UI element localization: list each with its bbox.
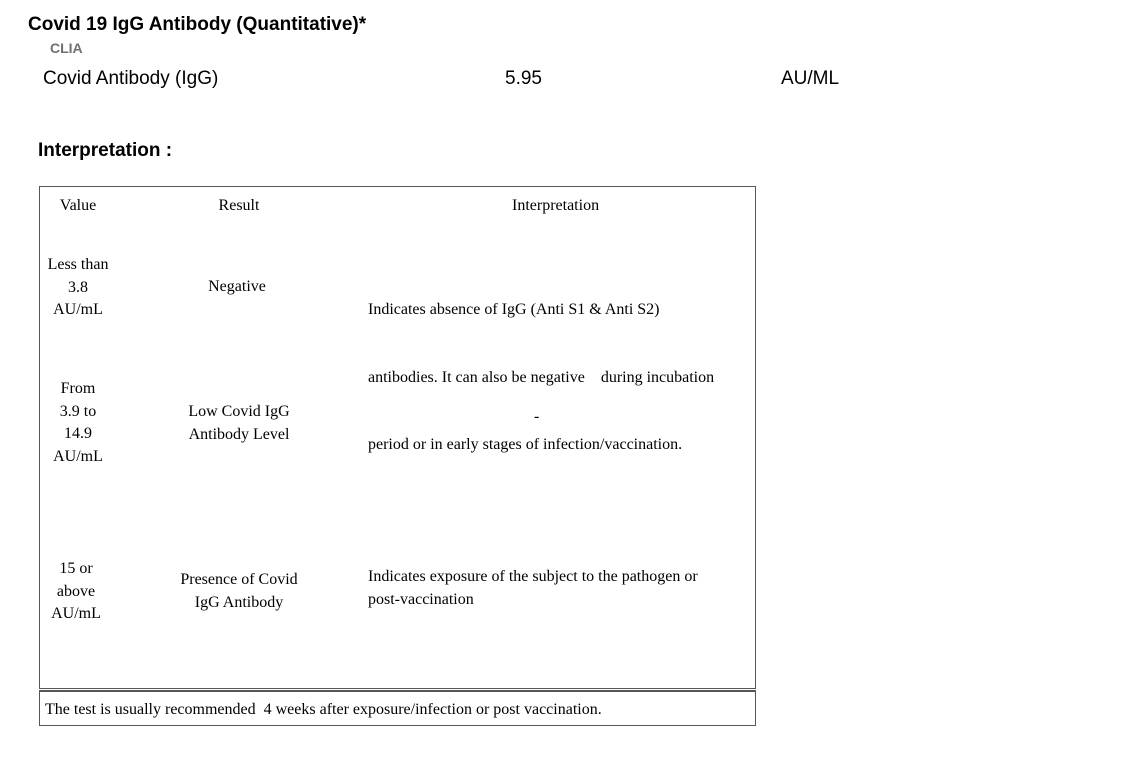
row-1-result: [152, 276, 322, 299]
row-3-value-line: 15 or: [59, 560, 93, 577]
row-1-value-line: Less than: [47, 256, 109, 273]
row-3-result-line: IgG Antibody: [194, 593, 284, 611]
row-1-interpretation: [368, 254, 714, 479]
row-1-value: [38, 254, 118, 322]
test-method: CLIA: [50, 40, 83, 56]
row-2-value: [38, 378, 118, 468]
row-3-interpretation: [368, 566, 698, 611]
row-3-result-line: Presence of Covid: [180, 571, 298, 588]
row-2-result-line: Low Covid IgG: [188, 403, 290, 420]
row-2-value-line: From: [60, 380, 96, 397]
row-1-value-line: 3.8: [68, 278, 88, 296]
row-2-interpretation-line: -: [534, 408, 540, 425]
parameter-name: Covid Antibody (IgG): [43, 68, 219, 89]
row-2-value-line: 3.9 to: [59, 402, 97, 420]
row-2-interpretation: [534, 406, 539, 429]
row-2-result-line: Antibody Level: [188, 425, 290, 443]
row-1-interpretation-line: Indicates absence of IgG (Anti S1 & Anti S2): [368, 301, 660, 318]
row-3-value-line: above: [56, 582, 96, 600]
row-3-result: [154, 569, 324, 614]
row-3-value-line: AU/mL: [51, 605, 101, 622]
test-title: Covid 19 IgG Antibody (Quantitative)*: [28, 14, 367, 35]
column-header-result: Result: [218, 197, 260, 214]
row-2-result: [154, 401, 324, 446]
row-3-value: [36, 558, 116, 626]
interpretation-heading: Interpretation :: [38, 140, 173, 161]
row-1-value-line: AU/mL: [53, 301, 103, 318]
row-3-interpretation-line: post-vaccination: [368, 590, 474, 608]
row-2-value-line: 14.9: [64, 425, 92, 442]
footnote-text: The test is usually recommended 4 weeks after exposure/infection or post vaccination.: [45, 701, 602, 718]
column-header-value: Value: [59, 197, 97, 214]
row-1-interpretation-line: period or in early stages of infection/vaccination.: [368, 436, 683, 453]
row-3-interpretation-line: Indicates exposure of the subject to the pathogen or: [368, 568, 698, 585]
row-2-value-line: AU/mL: [53, 447, 103, 465]
row-1-result-line: Negative: [208, 278, 266, 295]
column-header-interpretation: Interpretation: [512, 197, 600, 214]
parameter-value: 5.95: [505, 68, 542, 89]
row-1-interpretation-line: antibodies. It can also be negative during incubation: [368, 368, 715, 386]
parameter-unit: AU/ML: [781, 68, 840, 89]
